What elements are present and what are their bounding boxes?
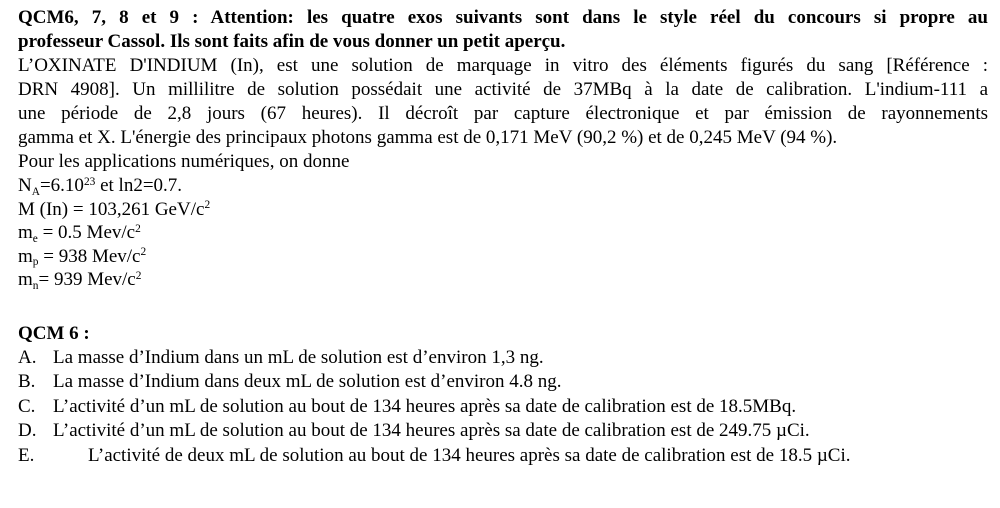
m-p-text: = 938 Mev/c (38, 245, 141, 267)
option-a (18, 346, 988, 371)
option-d (18, 419, 988, 444)
option-text: La masse d’Indium dans deux mL de solution est d’environ 4.8 ng. (53, 371, 562, 392)
intro-line-5: Pour les applications numériques, on donne (18, 151, 350, 172)
option-text: La masse d’Indium dans un mL de solution est d’environ 1,3 ng. (53, 346, 544, 368)
m-e-text: = 0.5 Mev/c (37, 222, 136, 243)
na-rest: et ln2=0.7. (95, 175, 183, 196)
m-n-exponent: 2 (135, 269, 142, 282)
m-e-exponent: 2 (135, 222, 141, 235)
na-exponent: 23 (83, 175, 96, 188)
intro-line-2: DRN 4908]. Un millilitre de solution possédait une activité de 37MBq à la date de calibration. L'indium-111 a (18, 79, 988, 100)
constant-mass-neutron (18, 268, 988, 292)
header-line-2: professeur Cassol. Ils sont faits afin de vous donner un petit aperçu. (18, 31, 566, 52)
m-e-subscript: e (32, 232, 38, 245)
m-p-exponent: 2 (140, 246, 147, 259)
option-text: L’activité d’un mL de solution au bout de 134 heures après sa date de calibration est de 18.5MBq. (53, 395, 797, 417)
m-n-subscript: n (32, 279, 39, 292)
constant-mass-indium (18, 198, 988, 222)
intro-line-1: L’OXINATE D'INDIUM (In), est une solution de marquage in vitro des éléments figurés du sang [Référence : (18, 55, 988, 76)
m-p-symbol: m (18, 245, 33, 267)
qcm-title: QCM 6 : (18, 322, 90, 344)
header-line-1: QCM6, 7, 8 et 9 : Attention: les quatre exos suivants sont dans le style réel du concours si propre au (18, 7, 988, 28)
m-in-text: M (In) = 103,261 GeV/c (18, 198, 205, 220)
document-page (18, 6, 988, 468)
option-letter: E. (18, 444, 35, 466)
na-symbol: N (18, 175, 32, 196)
constant-avogadro (18, 174, 988, 198)
option-b (18, 370, 988, 395)
m-in-exponent: 2 (204, 199, 211, 212)
constant-mass-proton (18, 245, 988, 269)
intro-line-4: gamma et X. L'énergie des principaux photons gamma est de 0,171 MeV (90,2 %) et de 0,245 MeV (94 %). (18, 127, 838, 148)
option-c (18, 395, 988, 420)
m-e-symbol: m (18, 222, 33, 243)
intro-line-3: une période de 2,8 jours (67 heures). Il décroît par capture électronique et par émission de rayonnements (18, 103, 988, 124)
option-letter: C. (18, 395, 36, 417)
option-text: L’activité de deux mL de solution au bout de 134 heures après sa date de calibration est de 18.5 µCi. (88, 444, 851, 466)
m-n-text: = 939 Mev/c (38, 269, 136, 290)
option-e (18, 444, 988, 469)
na-subscript: A (31, 185, 40, 198)
option-text: L’activité d’un mL de solution au bout de 134 heures après sa date de calibration est de 249.75 µCi. (53, 420, 810, 441)
option-letter: D. (18, 420, 37, 441)
m-n-symbol: m (18, 269, 33, 290)
constant-mass-electron (18, 221, 988, 245)
option-letter: A. (18, 346, 37, 368)
na-value: =6.10 (39, 175, 84, 196)
option-letter: B. (18, 371, 36, 392)
m-p-subscript: p (32, 256, 39, 269)
